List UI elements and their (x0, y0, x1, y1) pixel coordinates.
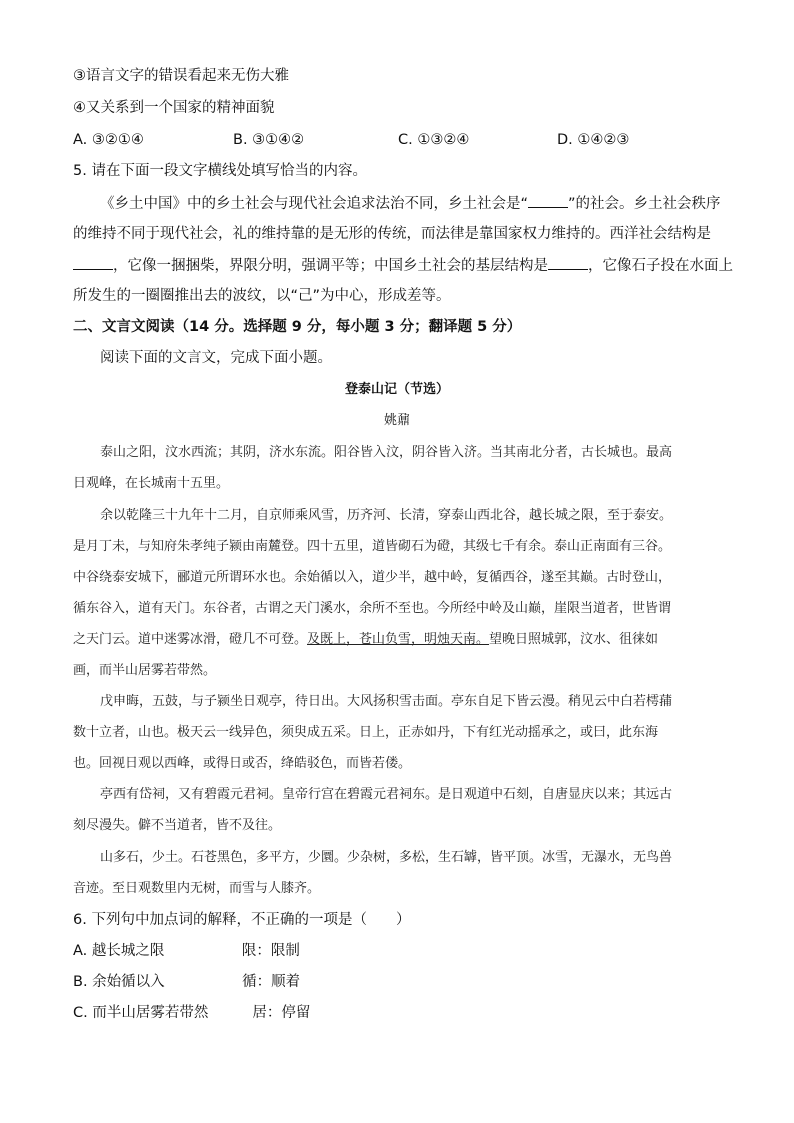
passage-p3-line-1: 戊申晦，五鼓，与子颍坐日观亭，待日出。大风扬积雪击面。亭东自足下皆云漫。稍见云中白若樗蒱 (100, 694, 673, 709)
passage-title: 登泰山记（节选） (344, 382, 449, 397)
passage-p4-line-2: 刻尽漫失。僻不当道者，皆不及往。 (73, 818, 282, 833)
q6-option-a-gloss: 限：限制 (241, 943, 300, 959)
passage-p2-line-5-c: 望晚日照城郭，汶水、徂徕如 (489, 632, 659, 647)
passage-p2-line-5 (73, 630, 658, 650)
q6-option-b-label: B. (73, 974, 88, 990)
section-instruction: 阅读下面的文言文，完成下面小题。 (100, 350, 332, 366)
q6-option-c (73, 1003, 310, 1023)
q4-item-3: ③语言文字的错误看起来无伤大雅 (73, 68, 289, 84)
q6-stem: 6. 下列句中加点词的解释，不正确的一项是（ ） (73, 912, 411, 928)
q4-option-c: C. ①③②④ (398, 132, 470, 148)
q6-option-c-gloss: 居：停留 (252, 1005, 311, 1021)
passage-p4-line-1: 亭西有岱祠，又有碧霞元君祠。皇帝行宫在碧霞元君祠东。是日观道中石刻，自唐显庆以来；其远古 (100, 787, 673, 802)
q5-line-3-a: ，它像一捆捆柴，界限分明，强调平等；中国乡土社会的基层结构是 (113, 258, 548, 274)
q5-line-2: 的维持不同于现代社会，礼的维持靠的是无形的传统，而法律是靠国家权力维持的。西洋社会结构是 (73, 226, 711, 242)
passage-p5-line-2: 音迹。至日观数里内无树，而雪与人膝齐。 (73, 881, 321, 896)
fill-blank-2[interactable] (73, 255, 113, 270)
passage-p2-line-4: 循东谷入，道有天门。东谷者，古谓之天门溪水，余所不至也。今所经中岭及山巅，崖限当道者，世皆谓 (73, 601, 672, 616)
q6-option-a-label: A. (73, 943, 88, 959)
q5-line-3 (73, 255, 733, 276)
fill-blank-1[interactable] (528, 193, 568, 208)
q6-option-c-label: C. (73, 1005, 88, 1021)
q6-option-b-sentence: 余始循以入 (92, 974, 165, 990)
passage-p3-line-2: 数十立者，山也。极天云一线异色，须臾成五采。日上，正赤如丹，下有红光动摇承之，或曰，此东海 (73, 725, 659, 740)
passage-p2-line-3: 中谷绕泰安城下，郦道元所谓环水也。余始循以入，道少半，越中岭，复循西谷，遂至其巅。古时登山， (73, 570, 672, 585)
passage-p1-line-1: 泰山之阳，汶水西流；其阴，济水东流。阳谷皆入汶，阴谷皆入济。当其南北分者，古长城也。最高 (100, 445, 673, 460)
q5-line-4: 所发生的一圈圈推出去的波纹，以“己”为中心，形成差等。 (73, 288, 451, 304)
passage-p2-line-6: 画，而半山居雾若带然。 (73, 663, 217, 678)
q6-option-b-gloss: 循：顺着 (242, 974, 301, 990)
passage-p3-line-3: 也。回视日观以西峰，或得日或否，绛皓驳色，而皆若偻。 (73, 756, 412, 771)
q5-stem: 5. 请在下面一段文字横线处填写恰当的内容。 (73, 163, 367, 179)
q5-line-3-b: ，它像石子投在水面上 (588, 258, 733, 274)
passage-p2-line-5-a: 之天门云。道中迷雾冰滑，磴几不可登。 (73, 632, 308, 647)
underlined-sentence: 及既上，苍山负雪，明烛天南。 (307, 632, 490, 647)
passage-p2-line-2: 是月丁未，与知府朱孝纯子颍由南麓登。四十五里，道皆砌石为磴，其级七千有余。泰山正南面有三谷。 (73, 539, 672, 554)
passage-p5-line-1: 山多石，少土。石苍黑色，多平方，少圜。少杂树，多松，生石罅，皆平顶。冰雪，无瀑水，无鸟兽 (100, 850, 673, 865)
q4-option-a: A. ③②①④ (73, 132, 144, 148)
q5-line-1 (100, 193, 721, 214)
q5-line-1-b: ”的社会。乡土社会秩序 (568, 196, 721, 212)
q4-option-d: D. ①④②③ (557, 132, 630, 148)
fill-blank-3[interactable] (548, 255, 588, 270)
q6-option-c-sentence: 而半山居雾若带然 (92, 1005, 209, 1021)
passage-author: 姚鼐 (383, 413, 410, 428)
q6-option-b (73, 972, 300, 992)
q4-option-b: B. ③①④② (233, 132, 305, 148)
q6-option-a-sentence: 越长城之限 (91, 943, 165, 959)
q5-line-1-a: 《乡土中国》中的乡土社会与现代社会追求法治不同，乡土社会是“ (100, 196, 529, 212)
passage-p2-line-1: 余以乾隆三十九年十二月，自京师乘风雪，历齐河、长清，穿泰山西北谷，越长城之限，至于泰安。 (100, 508, 673, 523)
section-heading: 二、文言文阅读（14 分。选择题 9 分，每小题 3 分；翻译题 5 分） (73, 319, 522, 335)
q4-item-4: ④又关系到一个国家的精神面貌 (73, 100, 275, 116)
passage-p1-line-2: 日观峰，在长城南十五里。 (73, 476, 230, 491)
q6-option-a (73, 941, 300, 961)
